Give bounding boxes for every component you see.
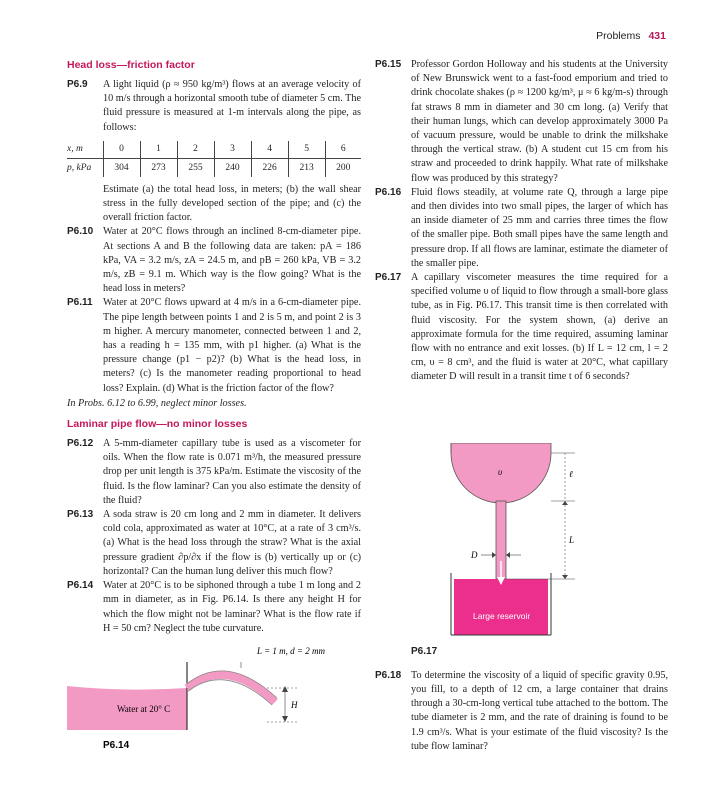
reservoir-fluid — [454, 579, 548, 635]
table-cell: 226 — [251, 159, 288, 177]
problem-number: P6.10 — [67, 226, 94, 238]
problem-number: P6.18 — [375, 669, 402, 681]
table-cell: 240 — [214, 159, 251, 177]
problem-text: Water at 20°C flows upward at 4 m/s in a 6-cm-diameter pipe. The pipe length between points 1 and 2 is 5 m, and point 2 is 3 m higher. A mercury manometer, connected between 1 and 2, has a reading h = 135 mm, with p1 higher. (a) What is the pressure change (p1 − p2)? (b) What is the head loss, in meters? (c) Is the manometer reading proportional to head loss? Explain. (d) What is the friction factor of the flow? — [103, 297, 361, 394]
arrow-down-icon — [282, 716, 288, 722]
small-l-label: ℓ — [569, 468, 573, 479]
problem-text: A light liquid (ρ ≈ 950 kg/m³) flows at an average velocity of 10 m/s through a horizontal smooth tube of diameter 5 cm. The fluid pressure is measured at 1-m intervals along the pipe, as follows: — [103, 79, 361, 133]
tube-dimensions-label: L = 1 m, d = 2 mm — [257, 645, 325, 656]
arrow-left-icon — [506, 552, 510, 558]
table-row-x — [67, 141, 361, 159]
L-label: L — [569, 534, 575, 545]
right-column — [375, 58, 668, 754]
water-label: Water at 20° C — [117, 703, 171, 714]
table-cell: 255 — [177, 159, 214, 177]
problem-p6-13 — [67, 508, 361, 579]
siphon-diagram — [67, 642, 361, 750]
problem-p6-15 — [375, 58, 668, 186]
figure-label-p6-17: P6.17 — [411, 645, 438, 657]
arrow-down-icon — [562, 575, 568, 579]
problem-p6-18 — [375, 669, 668, 754]
problem-p6-9 — [67, 78, 361, 135]
problem-number: P6.16 — [375, 186, 402, 198]
table-row-p — [67, 159, 361, 177]
reservoir-label: Large reservoir — [473, 610, 531, 621]
problem-text: Professor Gordon Holloway and his students at the University of New Brunswick went to a fast-food emporium and tried to drink chocolate shakes (ρ ≈ 1200 kg/m³, μ ≈ 6 kg/m-s) through fat straws 8 mm in diameter and 30 cm long. (a) Verify that their human lungs, which can develop approximately 3000 Pa of vacuum pressure, would be unable to drink the milkshake through the vertical straw. (b) A student cut 15 cm from his straw and proceeded to drink happily. What rate of milkshake flow was produced by this strategy? — [411, 59, 668, 184]
arrow-up-icon — [282, 686, 288, 692]
water-tank-fluid — [67, 672, 187, 730]
pressure-table — [67, 141, 361, 177]
problem-p6-9-continued — [67, 183, 361, 226]
problem-text: Water at 20°C is to be siphoned through a tube 1 m long and 2 mm in diameter, as in Fig. P6.14. Is there any height H for which the flow might not be laminar? What is the flow rate if H = 50 cm? Neglect the tube curvature. — [103, 580, 361, 634]
problem-number: P6.11 — [67, 297, 93, 309]
table-cell: 3 — [214, 141, 251, 159]
D-label: D — [471, 549, 478, 560]
problem-number: P6.13 — [67, 509, 94, 521]
table-cell: 6 — [325, 141, 361, 159]
table-cell: 304 — [103, 159, 140, 177]
problem-text: A capillary viscometer measures the time required for a specified volume υ of liquid to flow through a small-bore glass tube, as in Fig. P6.17. This transit time is then correlated with fluid viscosity. For the system shown, (a) derive an approximate formula for the time required, assuming laminar flow with no entrance and exit losses. (b) If L = 12 cm, l = 2 cm, υ = 8 cm³, and the fluid is water at 20°C, what capillary diameter D will result in a transit time t of 6 seconds? — [411, 272, 668, 383]
table-cell: 1 — [140, 141, 177, 159]
figure-p6-17 — [375, 443, 668, 645]
page-number: 431 — [648, 30, 666, 42]
arrow-right-icon — [492, 552, 496, 558]
figure-label: P6.14 — [103, 739, 130, 750]
section-title-head-loss: Head loss—friction factor — [67, 59, 195, 71]
height-label: H — [291, 699, 298, 710]
problem-text: Water at 20°C flows through an inclined 8-cm-diameter pipe. At sections A and B the following data are taken: pA = 186 kPa, VA = 3.2 m/s, zA = 24.5 m, and pB = 260 kPa, VB = 3.2 m/s, zB = 9.1 m. Which way is the flow going? What is the head loss in meters? — [103, 226, 361, 295]
problem-number: P6.14 — [67, 580, 94, 592]
problem-p6-10 — [67, 225, 361, 296]
table-label: p, kPa — [67, 162, 92, 173]
running-title: Problems — [596, 30, 641, 42]
left-column — [67, 58, 361, 750]
page-header — [0, 29, 666, 43]
table-label: x, m — [67, 141, 103, 159]
table-cell: 2 — [177, 141, 214, 159]
minor-losses-note: In Probs. 6.12 to 6.99, neglect minor losses. — [67, 397, 247, 409]
table-cell: 200 — [325, 159, 361, 177]
problem-p6-11 — [67, 296, 361, 395]
table-cell: 4 — [251, 141, 288, 159]
section-title-laminar: Laminar pipe flow—no minor losses — [67, 418, 248, 431]
problem-text: A soda straw is 20 cm long and 2 mm in diameter. It delivers cold cola, approximated as water at 10°C, at a rate of 3 cm³/s. (a) What is the head loss through the straw? What is the axial pressure gradient ∂p/∂x if the flow is (b) vertically up or (c) horizontal? Can the human lung deliver this much flow? — [103, 509, 361, 577]
problem-text: Estimate (a) the total head loss, in meters; (b) the wall shear stress in the fully developed section of the pipe; and (c) the overall friction factor. — [103, 183, 361, 224]
table-cell: 5 — [288, 141, 325, 159]
capillary-viscometer-diagram — [375, 443, 668, 645]
problem-text: To determine the viscosity of a liquid of specific gravity 0.95, you fill, to a depth of 12 cm, a large container that drains through a 30-cm-long vertical tube attached to the bottom. The tube diameter is 2 mm, and the rate of draining is found to be 1.9 cm³/s. What is your estimate of the fluid viscosity? Is the tube flow laminar? — [411, 669, 668, 752]
problem-p6-12 — [67, 437, 361, 508]
figure-p6-14 — [67, 642, 361, 750]
siphon-tube — [187, 675, 275, 702]
problem-number: P6.9 — [67, 79, 88, 90]
problem-p6-16 — [375, 186, 668, 271]
problem-number: P6.12 — [67, 438, 94, 450]
problem-p6-14 — [67, 579, 361, 636]
table-cell: 0 — [103, 141, 140, 159]
problem-text: Fluid flows steadily, at volume rate Q, through a large pipe and then divides into two small pipes, the larger of which has an inside diameter of 25 mm and carries three times the flow of the smaller pipe. Both small pipes have the same length and pressure drop. If all flows are laminar, estimate the diameter of the smaller pipe. — [411, 186, 668, 269]
problem-text: A 5-mm-diameter capillary tube is used as a viscometer for oils. When the flow rate is 0.071 m³/h, the measured pressure drop per unit length is 375 kPa/m. Estimate the viscosity of the fluid. Is the flow laminar? Can you also estimate the density of the fluid? — [103, 438, 361, 506]
problem-number: P6.17 — [375, 272, 402, 284]
arrow-up-icon — [562, 501, 568, 505]
table-cell: 213 — [288, 159, 325, 177]
problem-p6-17 — [375, 271, 668, 385]
table-cell: 273 — [140, 159, 177, 177]
problem-number: P6.15 — [375, 59, 402, 70]
volume-label: υ — [498, 466, 503, 477]
